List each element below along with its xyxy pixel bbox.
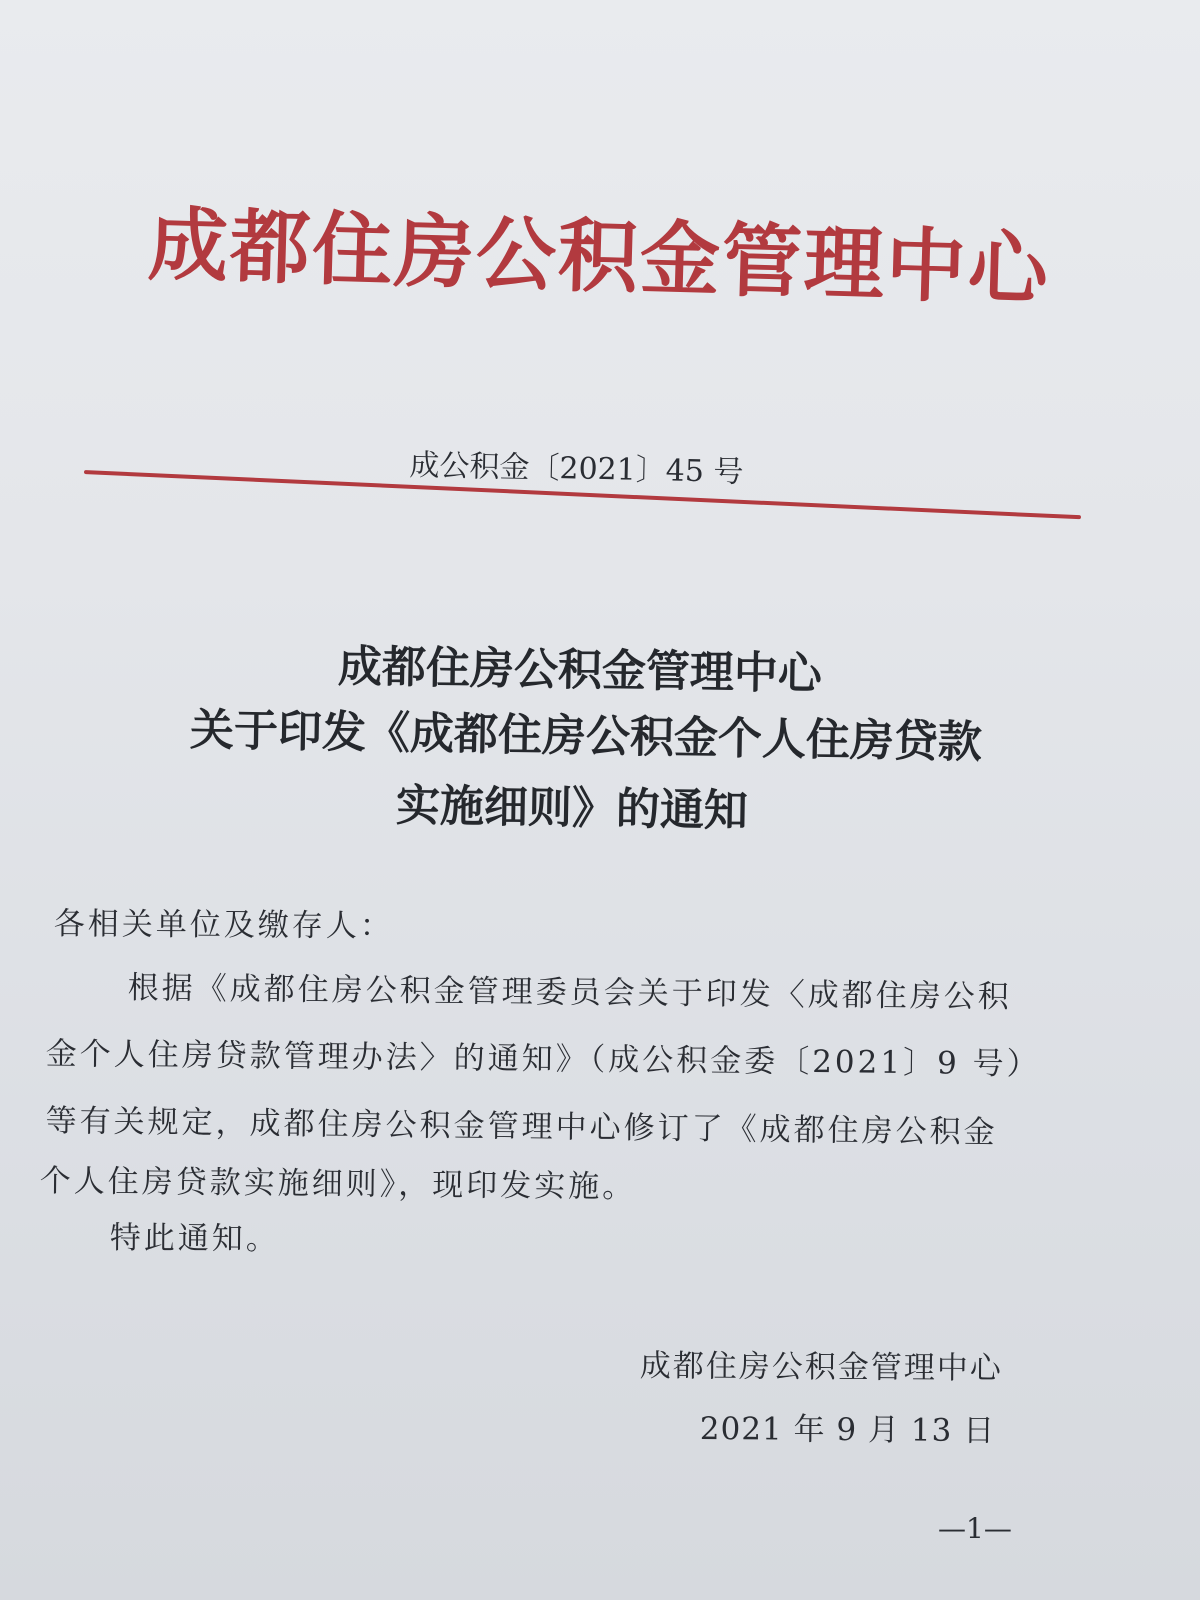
signature-organization: 成都住房公积金管理中心 (639, 1347, 1003, 1387)
closing-remark: 特此通知。 (109, 1219, 280, 1258)
page-number: —1— (938, 1512, 1012, 1545)
paragraph-line: 等有关规定，成都住房公积金管理中心修订了《成都住房公积金 (45, 1102, 998, 1151)
notice-title-line-3: 实施细则》的通知 (395, 780, 749, 837)
salutation: 各相关单位及缴存人： (53, 905, 394, 945)
paragraph-line: 金个人住房贷款管理办法〉的通知》（成公积金委〔2021〕9 号） (45, 1035, 1041, 1083)
notice-title-line-1: 成都住房公积金管理中心 (337, 641, 823, 700)
notice-title-line-2: 关于印发《成都住房公积金个人住房贷款 (189, 704, 983, 769)
paragraph-line: 个人住房贷款实施细则》，现印发实施。 (39, 1162, 637, 1206)
issuing-organization-header: 成都住房公积金管理中心 (146, 197, 1052, 317)
signature-date: 2021 年 9 月 13 日 (699, 1410, 996, 1450)
document-number: 成公积金〔2021〕45 号 (409, 447, 744, 490)
paragraph-line: 根据《成都住房公积金管理委员会关于印发〈成都住房公积 (127, 969, 1012, 1016)
